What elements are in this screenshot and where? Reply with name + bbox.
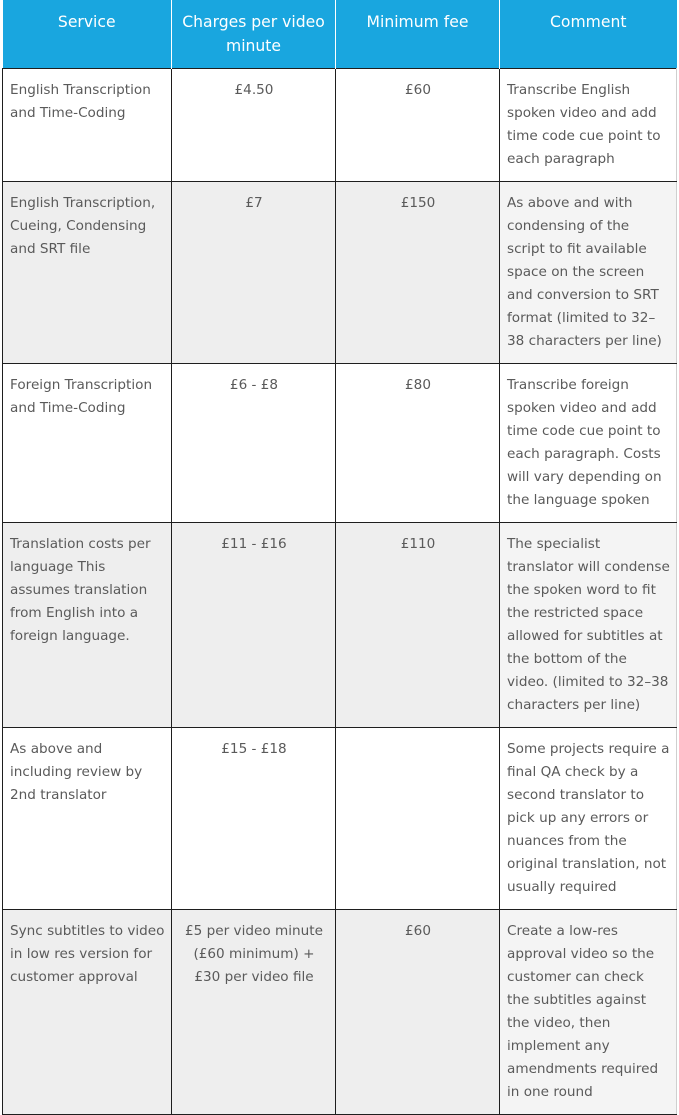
table-header [3, 0, 677, 69]
comment-cell: Some projects require a final QA check by a second translator to pick up any errors or nuances from the original translation, not usually required [500, 728, 677, 910]
comment-cell: Transcribe foreign spoken video and add time code cue point to each paragraph. Costs will vary depending on the language spoken [500, 364, 677, 523]
comment-cell: As above and with condensing of the script to fit available space on the screen and conversion to SRT format (limited to 32–38 characters per line) [500, 182, 677, 364]
service-cell: Sync subtitles to video in low res version for customer approval [3, 910, 172, 1115]
table-row [3, 364, 677, 523]
minimum-fee-cell [336, 728, 500, 910]
service-cell: As above and including review by 2nd translator [3, 728, 172, 910]
minimum-fee-cell: £150 [336, 182, 500, 364]
service-cell: English Transcription and Time-Coding [3, 69, 172, 182]
table-row [3, 182, 677, 364]
pricing-table [2, 0, 677, 1115]
charges-cell: £15 - £18 [172, 728, 336, 910]
table-body [3, 69, 677, 1115]
table-row [3, 728, 677, 910]
charges-cell: £7 [172, 182, 336, 364]
header-charges-per-video-minute: Charges per video minute [172, 0, 336, 69]
minimum-fee-cell: £80 [336, 364, 500, 523]
service-cell: Translation costs per language This assumes translation from English into a foreign language. [3, 523, 172, 728]
charges-cell: £4.50 [172, 69, 336, 182]
header-minimum-fee: Minimum fee [336, 0, 500, 69]
service-cell: English Transcription, Cueing, Condensing and SRT file [3, 182, 172, 364]
header-comment: Comment [500, 0, 677, 69]
minimum-fee-cell: £110 [336, 523, 500, 728]
charges-cell: £11 - £16 [172, 523, 336, 728]
minimum-fee-cell: £60 [336, 69, 500, 182]
header-row [3, 0, 677, 69]
service-cell: Foreign Transcription and Time-Coding [3, 364, 172, 523]
table-row [3, 910, 677, 1115]
table-row [3, 69, 677, 182]
table-row [3, 523, 677, 728]
comment-cell: Create a low-res approval video so the customer can check the subtitles against the video, then implement any amendments required in one round [500, 910, 677, 1115]
charges-cell: £5 per video minute (£60 minimum) + £30 per video file [172, 910, 336, 1115]
minimum-fee-cell: £60 [336, 910, 500, 1115]
header-service: Service [3, 0, 172, 69]
charges-cell: £6 - £8 [172, 364, 336, 523]
comment-cell: Transcribe English spoken video and add time code cue point to each paragraph [500, 69, 677, 182]
comment-cell: The specialist translator will condense the spoken word to fit the restricted space allowed for subtitles at the bottom of the video. (limited to 32–38 characters per line) [500, 523, 677, 728]
